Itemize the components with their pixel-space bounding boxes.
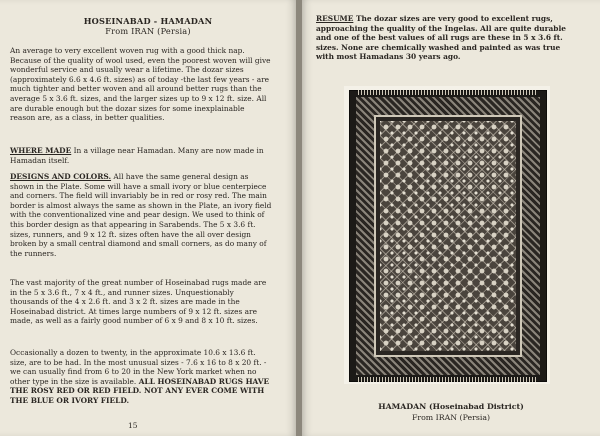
rug-inner-border <box>374 115 522 357</box>
rug-field-pattern <box>380 121 516 351</box>
plate-caption: HAMADAN (Hoseinabad District) <box>378 402 524 411</box>
plate-caption-subtitle: From IRAN (Persia) <box>411 413 491 422</box>
page-heading: HOSEINABAD - HAMADAN <box>83 16 213 26</box>
resume-label: RESUME <box>316 14 354 23</box>
resume-text: The dozar sizes are very good to excellent rugs, approaching the quality of the Ingelas. All are quite durable and one of the best values of all rugs are these in 5 x 3.6 ft. sizes. None are chemically washed and painted as was true with most Hamadans 30 years ago. <box>316 14 566 62</box>
right-page <box>302 0 600 436</box>
intro-paragraph: An average to very excellent woven rug with a good thick nap. Because of the quality of wool used, even the poorest woven will give wonderful service and usually wear a lifetime. The dozar sizes (approximately 6.6 x 4.6 ft. sizes) as of today -the last few years - are much tighter and better woven and all around better rugs than the average 5 x 3.6 ft. sizes, and the larger sizes up to 9 x 12 ft. size. All are durable enough but the dozar sizes for some inexplainable reason are, as a class, in better qualities. <box>10 46 271 123</box>
designs-label: DESIGNS AND COLORS. <box>10 172 112 181</box>
rug-photo <box>349 90 547 382</box>
rug-outer-border <box>356 97 540 375</box>
left-page <box>0 0 296 436</box>
rug-plate <box>344 86 550 384</box>
caps-text: ALL HOSEINABAD RUGS HAVE THE ROSY RED OR RED FIELD. NOT ANY EVER COME WITH THE BLUE OR IVORY FIELD. <box>10 376 270 405</box>
occasionally-paragraph <box>10 348 272 406</box>
occasionally-text: Occasionally a dozen to twenty, in the approximate 10.6 x 13.6 ft. size, are to be had. In the most unusual sizes - 7.6 x 16 to 8 x 20 ft. - we can usually find from 6 to 20 in the New York market when no other type in the size is available. <box>10 348 267 386</box>
rug-fringe-top <box>358 90 538 95</box>
where-made-label: WHERE MADE <box>10 146 72 155</box>
where-made-text: In a village near Hamadan. Many are now made in Hamadan itself. <box>10 146 264 165</box>
rug-fringe-bottom <box>358 377 538 382</box>
page-number: 15 <box>128 421 138 430</box>
page-subheading: From IRAN (Persia) <box>105 26 191 36</box>
designs-paragraph <box>10 172 272 258</box>
where-made-paragraph <box>10 146 272 165</box>
resume-paragraph <box>316 14 578 62</box>
majority-paragraph: The vast majority of the great number of Hoseinabad rugs made are in the 5 x 3.6 ft., 7 x 4 ft., and runner sizes. Unquestionably thousands of the 4 x 2.6 ft. and 3 x 2 ft. sizes are made in the Hoseinabad district. At times large numbers of 9 x 12 ft. sizes are made, as well as a fairly good number of 6 x 9 and 8 x 10 ft. sizes. <box>10 278 267 326</box>
designs-text: All have the same general design as shown in the Plate. Some will have a small ivory or blue centerpiece and corners. The field will invariably be in red or rosy red. The main border is almost always the same as shown in the Plate, an ivory field with the conventionalized vine and pear design. We used to think of this border design as that appearing in Sarabends. The 5 x 3.6 ft. sizes, runners, and 9 x 12 ft. sizes often have the all over design broken by a small central diamond and small corners, as do many of the runners. <box>10 172 272 258</box>
